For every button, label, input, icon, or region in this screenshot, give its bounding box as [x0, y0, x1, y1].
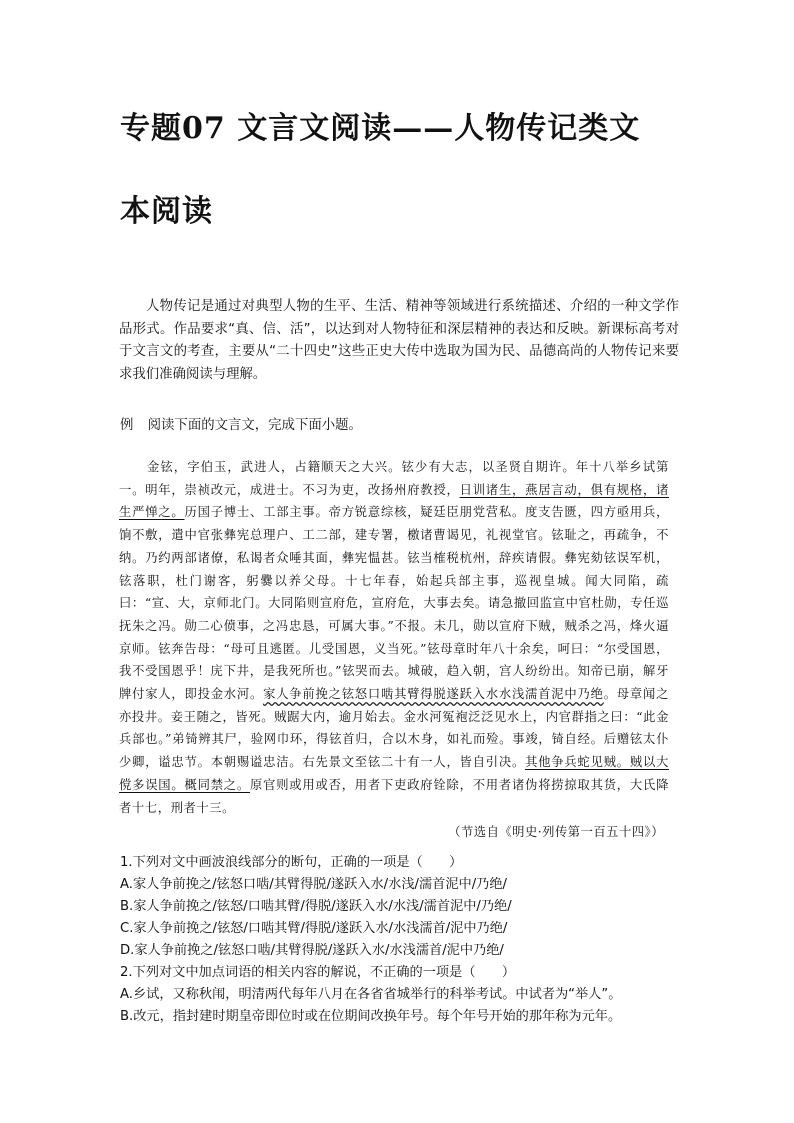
- question-2-option-a: A.乡试，又称秋闱，明清两代每年八月在各省省城举行的科举考试。中试者为“举人”。: [120, 987, 622, 1002]
- example-tag: 例: [120, 418, 134, 433]
- underlined-sentence: 日训诸生，燕居言动，俱有规格，诸生严惮之。: [119, 482, 669, 520]
- passage-segment: 原官则或用或否，用者下吏政府铨除，不用者诸伪将捞掠取其货，大氏降者十七，刑者十三。: [119, 777, 669, 815]
- passage-source: （节选自《明史·列传第一百五十四》）: [448, 825, 664, 839]
- intro-paragraph: 人物传记是通过对典型人物的生平、生活、精神等领域进行系统描述、介绍的一种文学作品形式。作品要求“真、信、活”，以达到对人物特征和深层精神的表达和反映。新课标高考对于文言文的考查，主要从“二十四史”这些正史大传中选取为国为民、品德高尚的人物传记来要求我们准确阅读与理解。: [119, 299, 679, 382]
- wavy-underlined-sentence: 家人争前挽之铉怒口啮其臂得脱遂跃入水水浅濡首泥中乃绝: [263, 687, 604, 702]
- question-2-stem: 2.下列对文中加点词语的相关内容的解说，不正确的一项是（ ）: [120, 965, 516, 980]
- question-1-option-b: B.家人争前挽之/铉怒/口啮其臂/得脱/遂跃入水/水浅/濡首泥中/乃绝/: [120, 899, 512, 914]
- passage-segment: 历国子博士、工部主事。帝方锐意综核，疑廷臣朋党营私。度支告匮，四方亟用兵，饷不敷，遣中官张彝宪总理户、工二部，建专署，檄诸曹谒见，礼视堂官。铉耻之，再疏争，不纳。乃约两部诸僚，私谒者众唾其面，彝宪愠甚。铉当榷税杭州，辞疾请假。彝宪劾铉误军机，铉落职，杜门谢客，躬爨以养父母。十七年春，始起兵部主事，巡视皇城。闻大同陷，疏曰：“宣、大，京师北门。大同陷则宣府危，宣府危，大事去矣。请急撤回监宣中官杜勋，专任巡抚朱之冯。勋二心偾事，之冯忠恳，可属大事。”不报。未几，勋以宣府下贼，贼杀之冯，烽火逼京师。铉奔告母：“母可且逃匿。儿受国恩，义当死。”铉母章时年八十余矣，呵曰：“尔受国恩，我不受国恩乎！庑下井，是我死所也。”铉哭而去。城破，趋入朝，宫人纷纷出。知帝已崩，解牙牌付家人，即投金水河。: [119, 505, 669, 702]
- passage-segment: 金铉，字伯玉，武进人，占籍顺天之大兴。铉少有大志，以圣贤自期许。年十八举乡试第一。明年，崇祯改元，成进士。不习为吏，改扬州府教授，: [119, 460, 669, 497]
- question-1-option-a: A.家人争前挽之/铉怒口啮/其臂得脱/遂跃入水/水浅/濡首泥中/乃绝/: [120, 877, 507, 892]
- example-heading: [120, 414, 362, 433]
- passage-segment: 。母章闻之亦投井。妾王随之，皆死。贼踞大内，逾月始去。金水河冤袍泛泛见水上，内官群指之曰：“此金兵部也。”弟锜辨其尸，验网巾环，得铉首归，合以木身，如礼而殓。事竣，锜自经。后赠铉太仆少卿，谥忠节。本朝赐谥忠洁。右先景文至铉二十有一人，皆自引决。: [119, 687, 669, 770]
- question-2-option-b: B.改元，指封建时期皇帝即位时或在位期间改换年号。每个年号开始的那年称为元年。: [120, 1009, 622, 1024]
- question-1-option-c: C.家人争前挽之/铉怒/口啮其臂/得脱/遂跃入水/水浅濡首/泥中乃绝/: [120, 921, 508, 936]
- page-title-line-2: 本阅读: [120, 194, 213, 229]
- question-1-option-d: D.家人争前挽之/铉怒口啮/其臂得脱/遂跃入水/水浅濡首/泥中乃绝/: [120, 943, 504, 958]
- classical-passage: [119, 456, 669, 819]
- underlined-sentence: 其他争兵蛇见贼。贼以大傥多误国。概同禁之。: [119, 755, 669, 792]
- question-1-stem: 1.下列对文中画波浪线部分的断句，正确的一项是（ ）: [120, 855, 463, 870]
- example-instruction: 阅读下面的文言文，完成下面小题。: [147, 418, 362, 433]
- page-title-line-1: 专题07 文言文阅读——人物传记类文: [120, 111, 641, 146]
